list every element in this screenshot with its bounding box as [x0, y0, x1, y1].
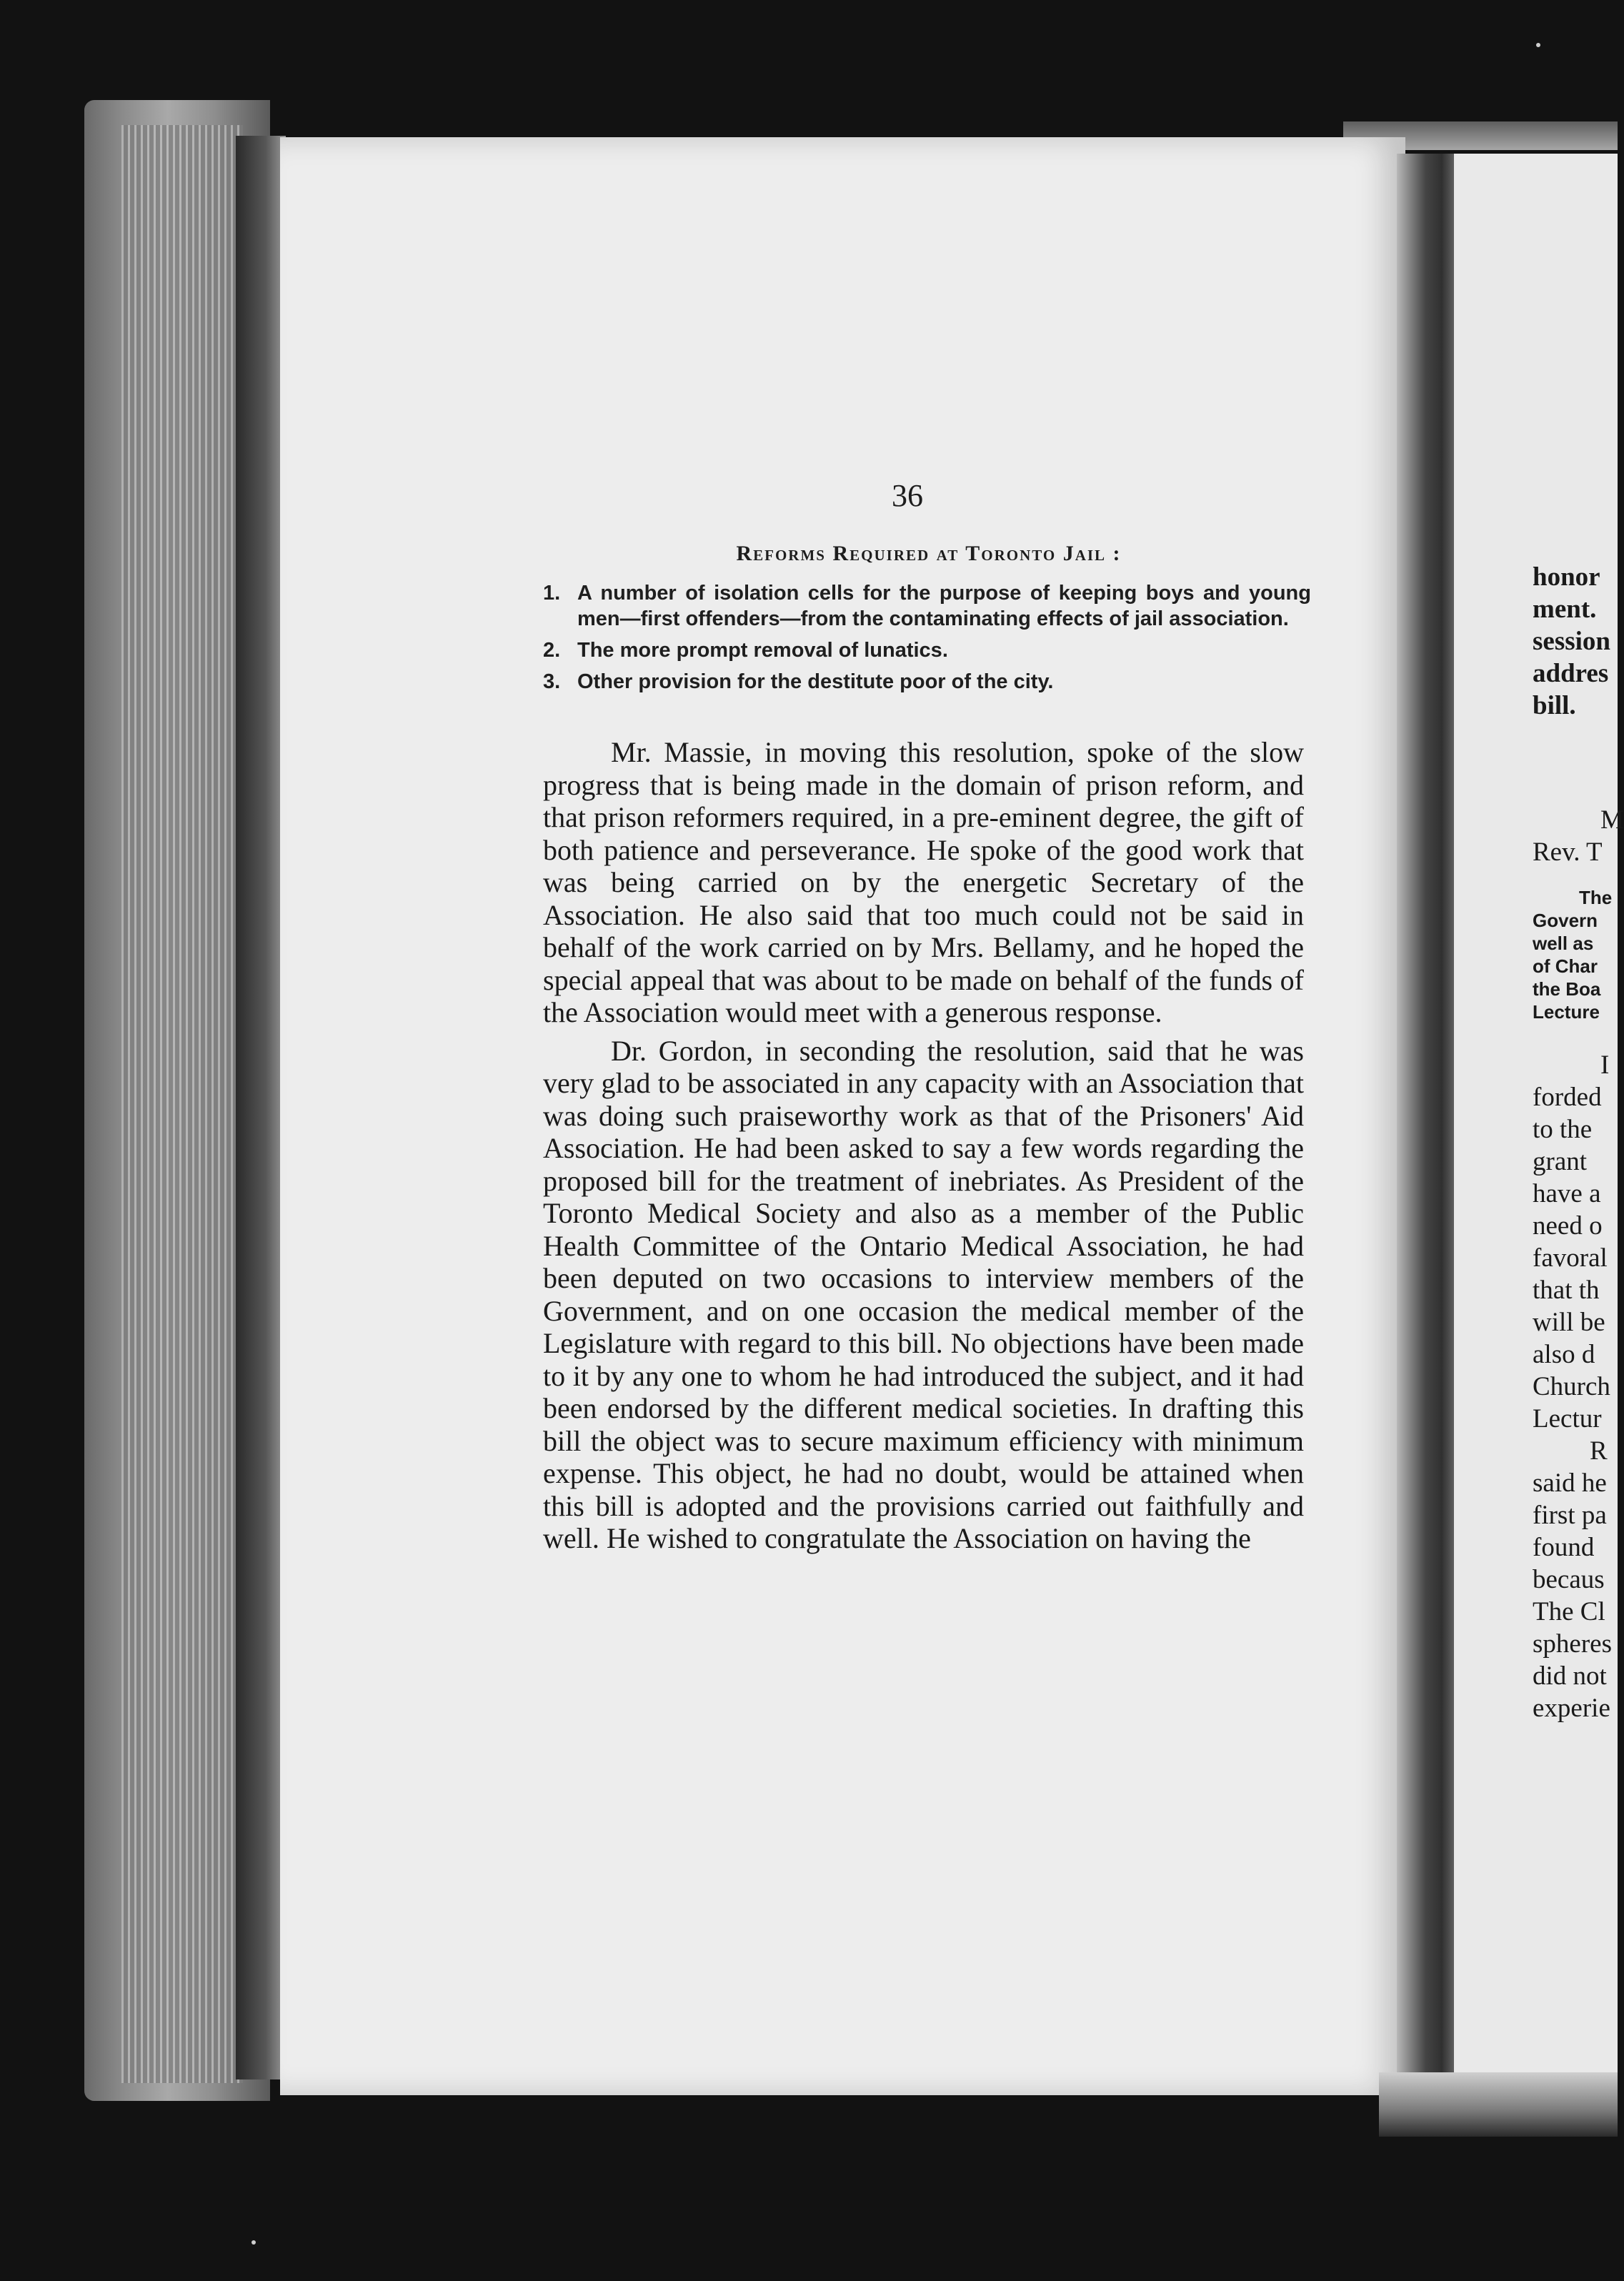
reform-number: 2. — [543, 639, 561, 662]
paragraph-massie: Mr. Massie, in moving this resolution, spoke of the slow progress that is being made in the domain of prison reform, and that prison reformers required, in a pre-eminent degree, the gift of both patience and perseverance. He spoke of the good work that was being carried on by the energetic Secretary of the Association. He also said that too much could not be said in behalf of the work carried on by Mrs. Bellamy, and he hoped the special appeal that was about to be made on behalf of the funds of the Association would meet with a generous response. — [543, 736, 1304, 1028]
reform-text: Other provision for the destitute poor of the city. — [577, 670, 1054, 693]
book-gutter — [1397, 154, 1461, 2083]
right-fragment-group-1: honor ment. session addres bill. — [1533, 562, 1610, 720]
bottom-page-band — [1379, 2072, 1618, 2137]
page-number: 36 — [892, 478, 923, 513]
stacked-page-lines — [121, 125, 243, 2083]
right-fragment-group-2: M Rev. T — [1533, 805, 1624, 867]
reforms-list — [543, 580, 1311, 700]
right-fragment-group-3: The Govern well as of Char the Boa Lecture — [1533, 887, 1613, 1023]
reform-number: 3. — [543, 670, 561, 693]
body-text — [543, 736, 1304, 1561]
paragraph-gordon: Dr. Gordon, in seconding the resolution, said that he was very glad to be associated in any capacity with an Association that was doing such praiseworthy work as that of the Prisoners' Aid Association. He had been asked to say a few words regarding the proposed bill for the treatment of inebriates. As President of the Toronto Medical Society and also as a member of the Public Health Committee of the Ontario Medical Association, he had been deputed on two occasions to interview members of the Government, and on one occasion the medical member of the Legislature with regard to this bill. No objections have been made to it by any one to whom he had introduced the subject, and it had been endorsed by the different medical societies. In drafting this bill the object was to secure maximum efficiency with minimum expense. This object, he had no doubt, would be attained when this bill is adopted and the provisions carried out faithfully and well. He wished to congratulate the Association on having the — [543, 1034, 1304, 1554]
background-speck — [251, 2240, 256, 2245]
reform-text: A number of isolation cells for the purpose of keeping boys and young men—first offenders—from the contaminating effects of jail association. — [577, 582, 1311, 630]
reform-item — [543, 669, 1311, 695]
background-speck — [1536, 43, 1540, 47]
binding-shadow — [236, 136, 286, 2079]
section-heading: Reforms Required at Toronto Jail : — [736, 542, 1122, 565]
reform-number: 1. — [543, 582, 561, 605]
reform-text: The more prompt removal of lunatics. — [577, 639, 948, 662]
reform-item — [543, 637, 1311, 663]
right-fragment-group-4: I forded to the grant have a need o favoral that th will be also d Church Lectur R said he first pa found becaus The Cl spheres did not experie — [1533, 1050, 1612, 1723]
reform-item — [543, 580, 1311, 632]
